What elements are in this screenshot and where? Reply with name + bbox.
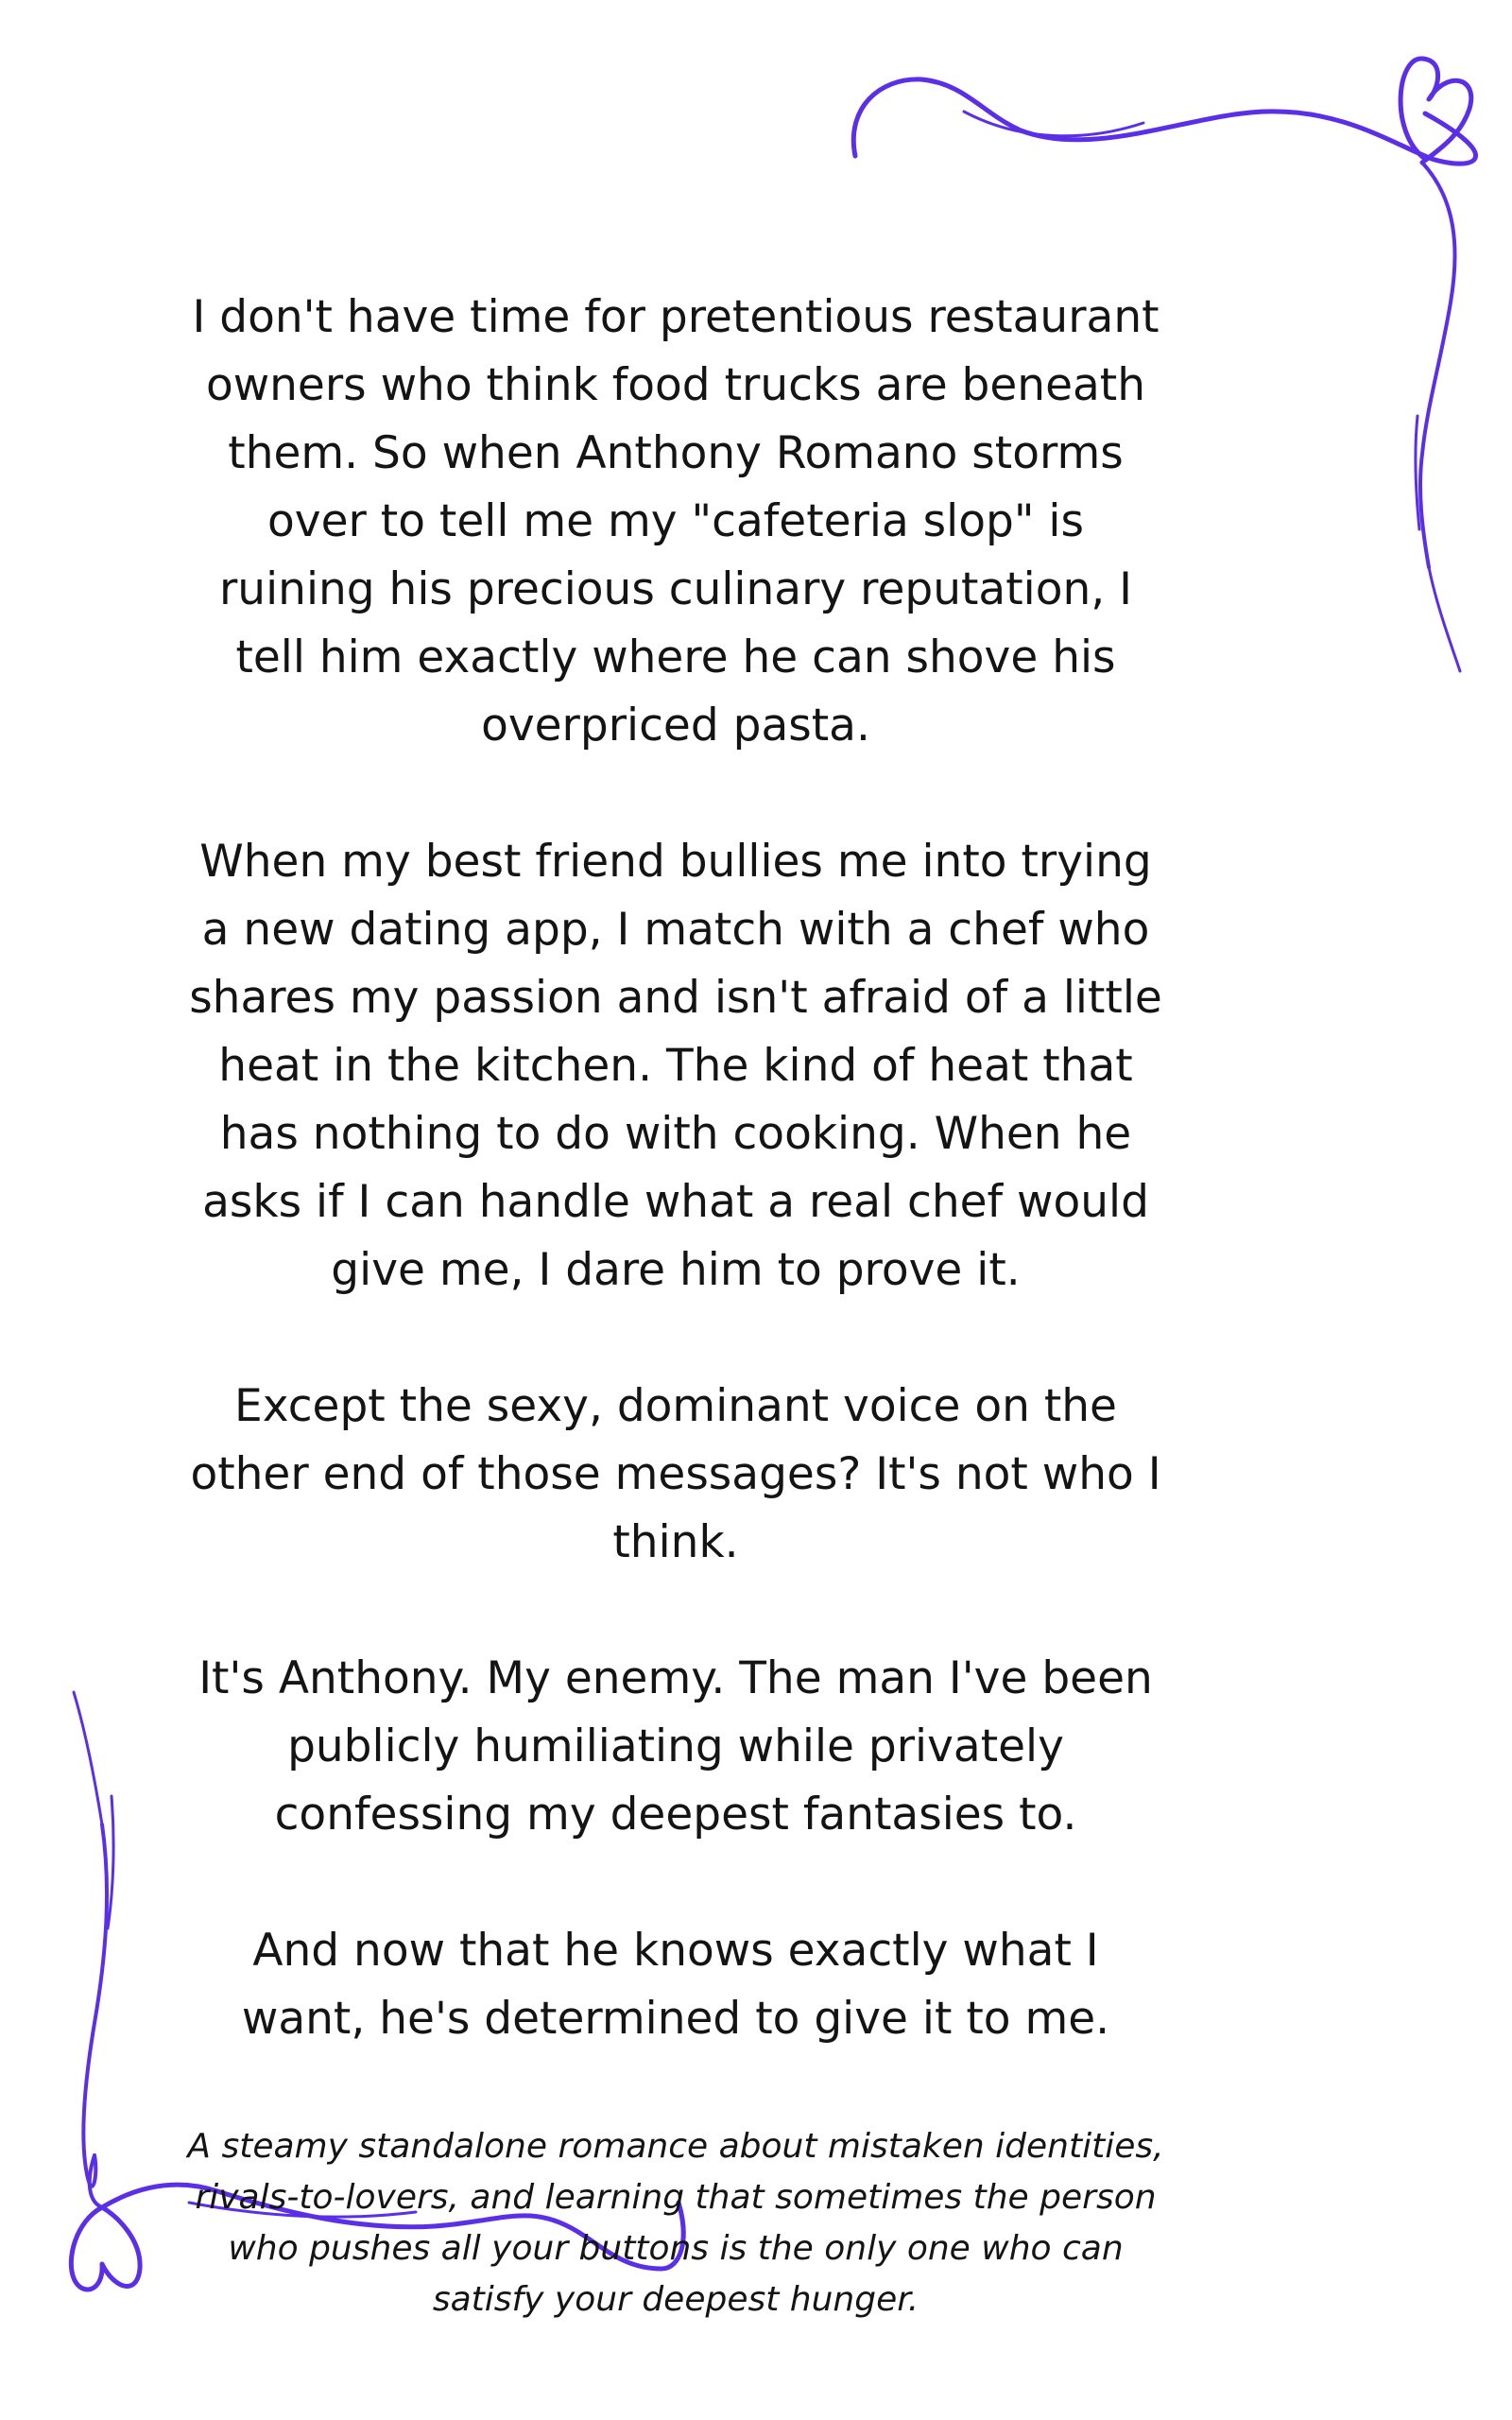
blurb-paragraph-3: Except the sexy, dominant voice on the other end of those messages? It's not who I think.	[190, 1380, 1161, 1568]
book-blurb	[184, 284, 1167, 2325]
blurb-paragraph-5: And now that he knows exactly what I want, he's determined to give it to me.	[241, 1925, 1110, 2045]
blurb-paragraph-4: It's Anthony. My enemy. The man I've been publicly humiliating while privately confessing my deepest fantasies to.	[198, 1652, 1153, 1841]
blurb-paragraph-1: I don't have time for pretentious restaurant owners who think food trucks are beneath them. So when Anthony Romano storms over to tell me my "cafeteria slop" is ruining his precious culinary reputation, I tell him exactly where he can shove his overpriced pasta.	[192, 291, 1160, 752]
tagline: A steamy standalone romance about mistaken identities, rivals-to-lovers, and learning that sometimes the person who pushes all your buttons is the only one who can satisfy your deepest hunger.	[187, 2127, 1164, 2319]
blurb-paragraph-2: When my best friend bullies me into trying a new dating app, I match with a chef who shares my passion and isn't afraid of a little heat in the kitchen. The kind of heat that has nothing to do with cooking. When he asks if I can handle what a real chef would give me, I dare him to prove it.	[189, 836, 1162, 1296]
